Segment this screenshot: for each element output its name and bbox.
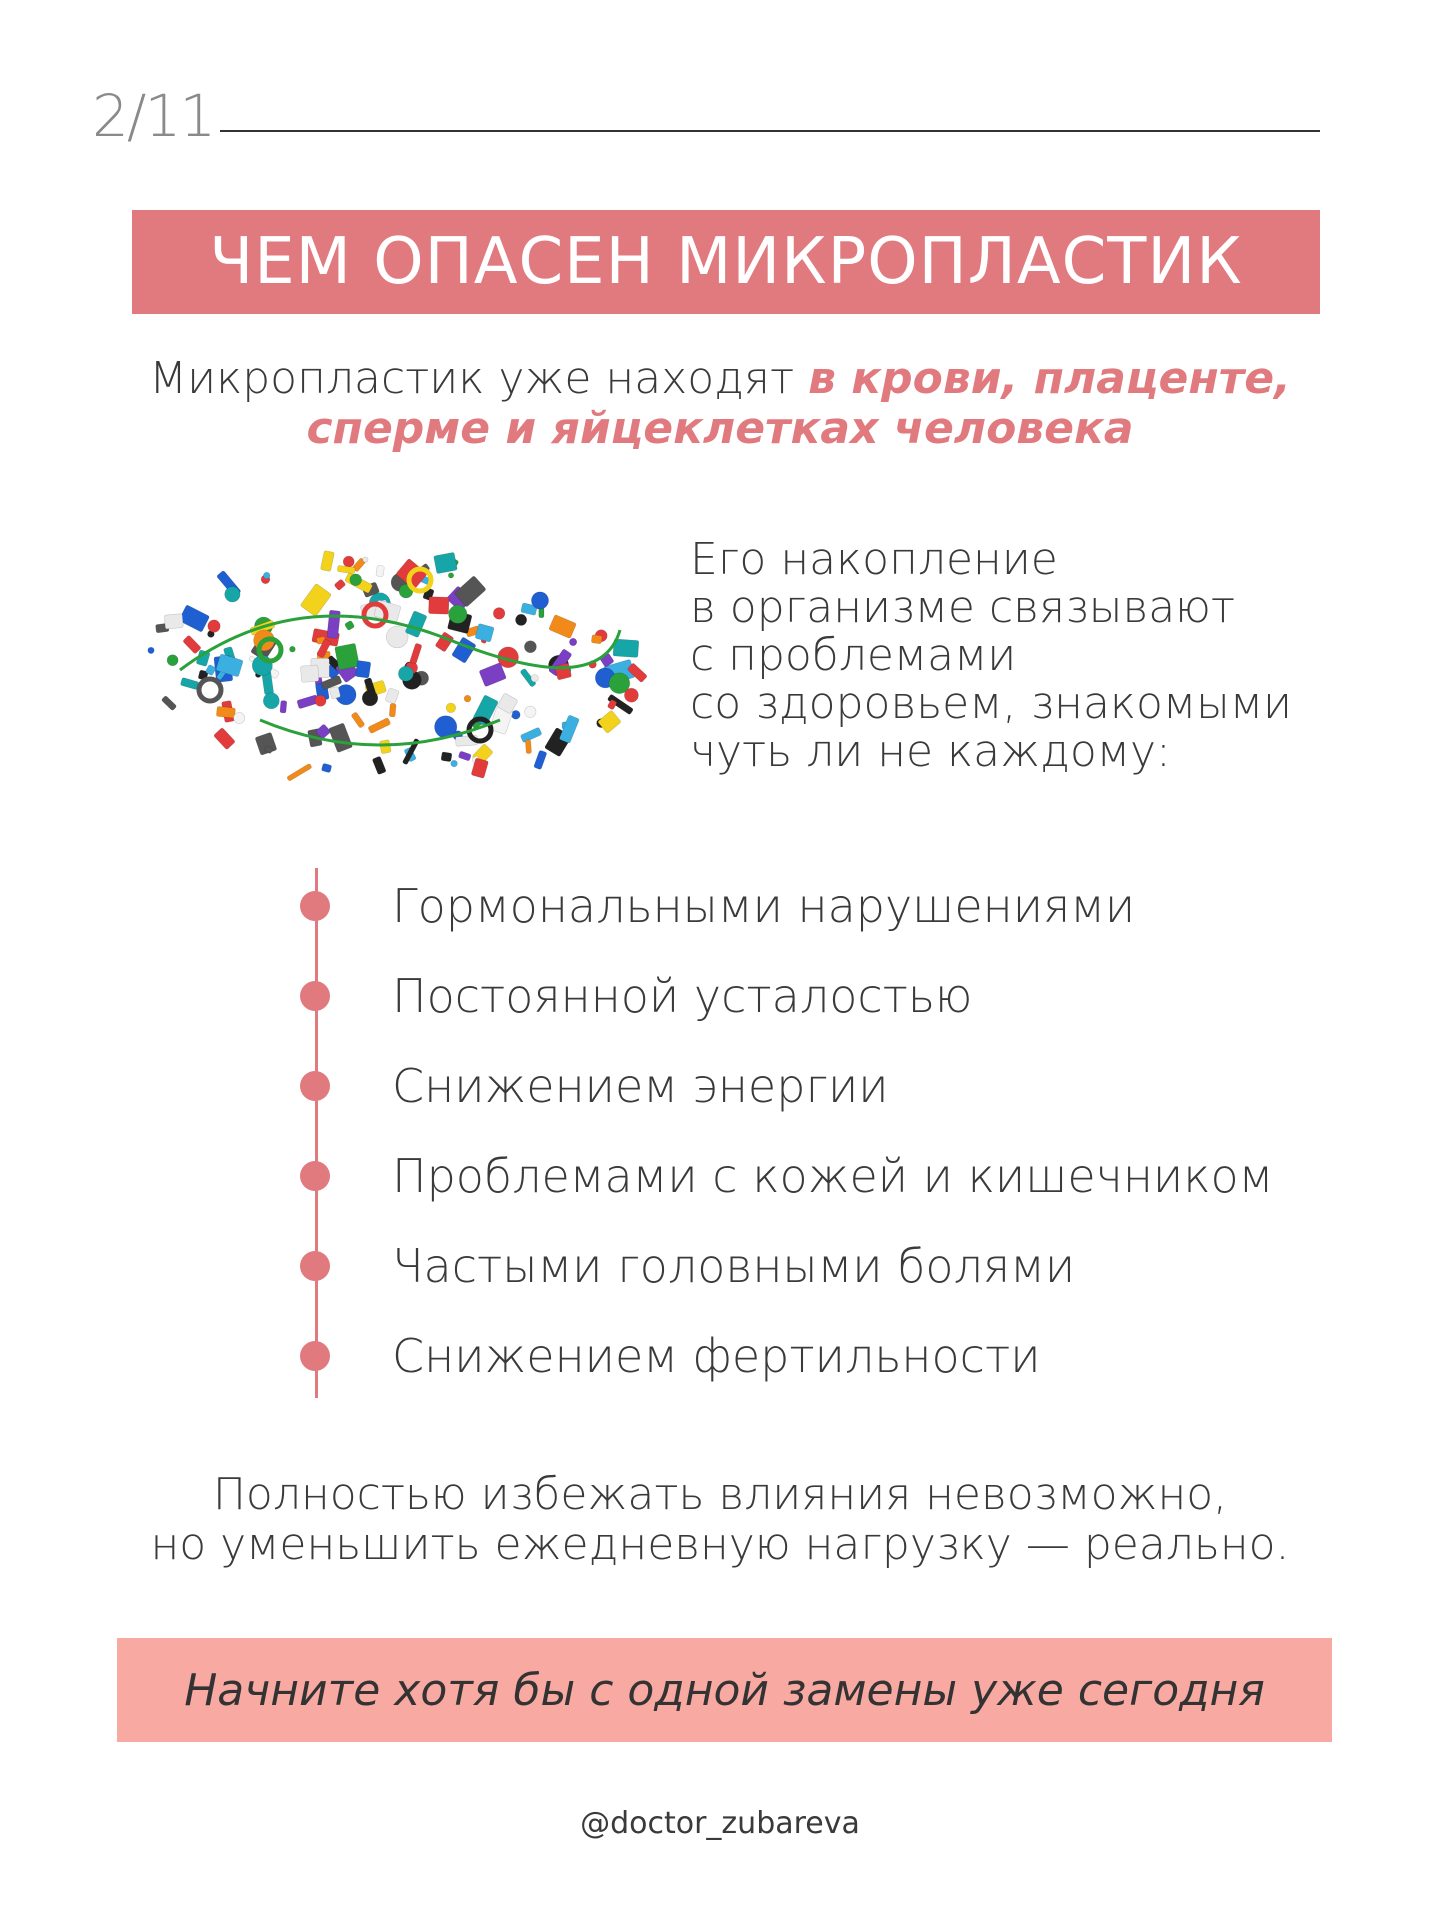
plastic-piece <box>300 665 318 682</box>
cta-text: Начните хотя бы с одной замены уже сегодня <box>184 1664 1265 1716</box>
side-text-line: со здоровьем, знакомыми <box>690 678 1292 729</box>
plastic-piece <box>362 690 378 706</box>
plastic-piece <box>534 750 548 770</box>
plastic-piece <box>511 710 520 719</box>
plastic-piece <box>372 756 386 775</box>
plastic-piece <box>208 620 220 632</box>
plastic-piece <box>569 638 576 645</box>
plastic-piece <box>591 635 602 644</box>
bullet-dot-icon <box>300 1341 330 1371</box>
top-divider <box>220 130 1320 132</box>
side-text-line: в организме связывают <box>690 582 1236 633</box>
plastic-piece <box>520 727 542 743</box>
plastic-piece <box>263 572 270 579</box>
plastic-piece <box>287 763 313 781</box>
plastic-piece <box>167 655 178 666</box>
plastic-piece <box>555 663 572 680</box>
plastic-piece <box>334 579 346 591</box>
side-text-line: с проблемами <box>690 630 1017 681</box>
plastic-piece <box>386 626 408 648</box>
intro-accent-line2: сперме и яйцеклетках человека <box>306 403 1134 454</box>
plastic-piece <box>531 675 538 682</box>
plastic-piece <box>183 635 202 654</box>
plastic-piece <box>280 700 287 713</box>
page-number: 2/11 <box>92 82 215 150</box>
plastic-piece <box>446 703 456 713</box>
bullet-dot-icon <box>300 1161 330 1191</box>
cta-banner <box>117 1638 1332 1742</box>
plastic-piece <box>180 677 199 689</box>
plastic-piece <box>216 706 235 718</box>
bullet-dot-icon <box>300 1071 330 1101</box>
plastic-piece <box>524 641 536 653</box>
side-text <box>690 536 1340 776</box>
plastic-piece <box>624 688 638 702</box>
plastic-piece <box>549 614 577 638</box>
list-item <box>300 1146 1273 1206</box>
closing-line1: Полностью избежать влияния невозможно, <box>212 1469 1228 1520</box>
bullet-dot-icon <box>300 981 330 1011</box>
plastic-piece <box>525 706 536 717</box>
plastic-piece <box>376 565 385 577</box>
plastic-piece <box>458 751 471 761</box>
closing-text <box>0 1470 1440 1570</box>
plastic-piece <box>516 614 527 625</box>
list-item-label: Снижением фертильности <box>392 1329 1041 1383</box>
list-item-label: Частыми головными болями <box>392 1239 1076 1293</box>
plastic-piece <box>464 695 471 702</box>
list-item-label: Проблемами с кожей и кишечником <box>392 1149 1274 1203</box>
plastic-piece <box>234 712 245 723</box>
plastic-piece <box>213 727 235 749</box>
plastic-piece <box>337 565 355 574</box>
page-title: ЧЕМ ОПАСЕН МИКРОПЛАСТИК <box>209 225 1243 299</box>
list-item <box>300 876 1135 936</box>
closing-line2: но уменьшить ежедневную нагрузку — реально. <box>150 1519 1290 1570</box>
list-item-label: Постоянной усталостью <box>392 969 973 1023</box>
plastic-piece <box>449 605 467 623</box>
plastic-piece <box>493 608 505 620</box>
plastic-piece <box>363 557 368 562</box>
plastic-piece <box>385 688 400 704</box>
plastic-piece <box>350 574 362 586</box>
list-item-label: Гормональными нарушениями <box>392 879 1136 933</box>
plastic-piece <box>321 763 332 773</box>
plastic-piece <box>597 710 621 733</box>
plastic-piece <box>434 552 458 574</box>
plastic-piece <box>164 614 183 629</box>
plastic-piece <box>355 660 371 678</box>
plastic-piece <box>344 620 354 630</box>
plastic-piece <box>368 718 391 734</box>
timeline-line <box>315 868 318 1398</box>
list-item <box>300 1236 1075 1296</box>
list-item <box>300 1326 1041 1386</box>
list-item <box>300 966 972 1026</box>
plastic-piece <box>429 597 450 615</box>
side-text-line: чуть ли не каждому: <box>690 726 1171 777</box>
plastic-piece <box>448 573 453 578</box>
plastic-piece <box>531 592 548 609</box>
plastic-piece <box>179 605 210 633</box>
bullet-dot-icon <box>300 1251 330 1281</box>
plastic-piece <box>379 739 391 753</box>
title-banner <box>132 210 1320 314</box>
plastic-piece <box>300 583 332 616</box>
author-handle: @doctor_zubareva <box>580 1806 860 1841</box>
plastic-piece <box>161 695 177 711</box>
plastic-piece <box>263 693 279 709</box>
plastic-piece <box>343 556 354 567</box>
plastic-piece <box>315 695 326 706</box>
plastic-piece <box>320 550 334 571</box>
plastic-piece <box>525 740 531 754</box>
plastic-piece <box>290 646 296 652</box>
bullet-dot-icon <box>300 891 330 921</box>
plastic-piece <box>389 703 396 717</box>
plastic-piece <box>559 715 580 744</box>
list-item <box>300 1056 889 1116</box>
plastic-piece <box>475 623 494 642</box>
plastic-piece <box>328 723 352 753</box>
plastic-piece <box>405 611 427 638</box>
plastic-piece <box>335 643 360 670</box>
plastic-piece <box>410 643 423 664</box>
plastic-piece <box>351 712 365 729</box>
plastic-piece <box>441 752 452 762</box>
list-item-label: Снижением энергии <box>392 1059 889 1113</box>
intro-accent-line1: в крови, плаценте, <box>808 353 1291 404</box>
plastic-piece <box>225 587 240 602</box>
intro-lead: Микропластик уже находят <box>149 353 809 404</box>
side-text-line: Его накопление <box>690 534 1058 585</box>
intro-text <box>0 354 1440 454</box>
plastic-piece <box>148 647 154 653</box>
microplastic-image <box>120 520 660 810</box>
plastic-piece <box>451 760 458 767</box>
plastic-ring <box>199 679 221 701</box>
plastic-piece <box>398 666 413 681</box>
